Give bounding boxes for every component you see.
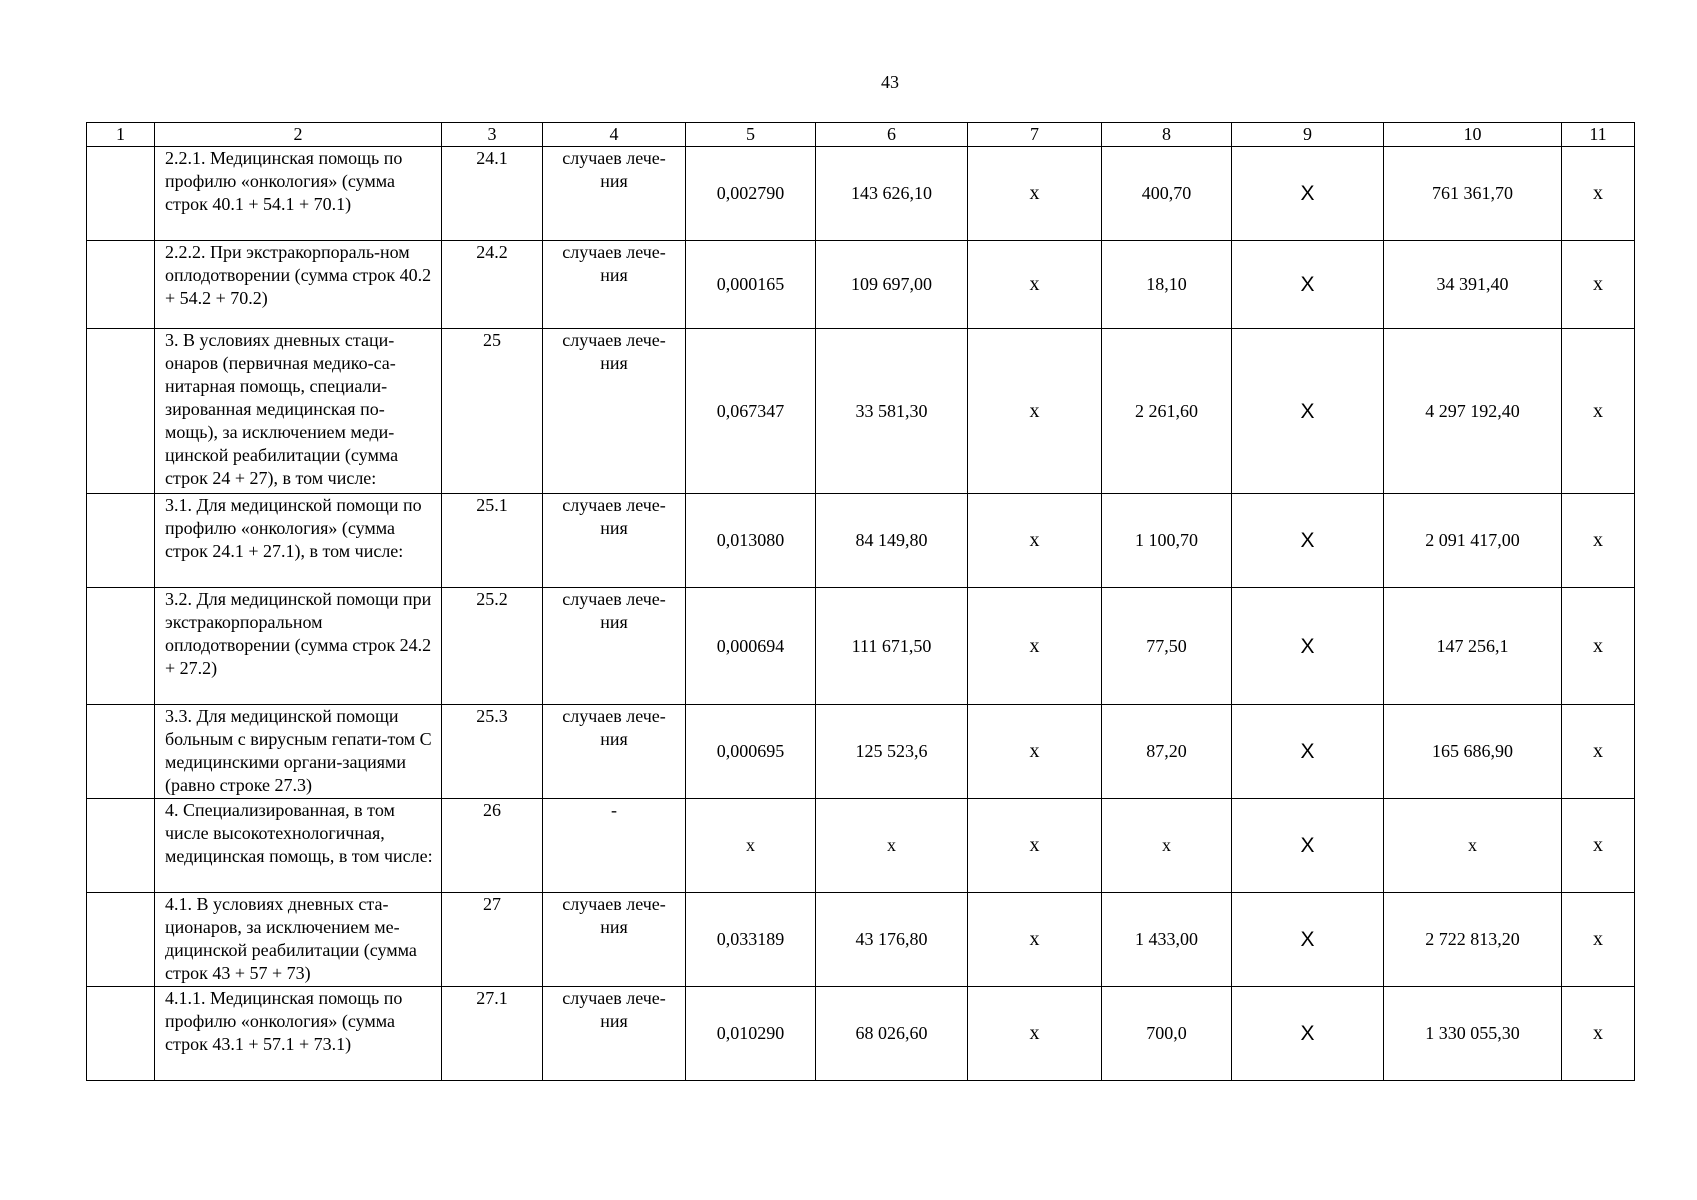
cell-c8: 700,0 xyxy=(1102,987,1232,1081)
cell-c8: х xyxy=(1102,799,1232,893)
cell-c11: х xyxy=(1562,705,1635,799)
cell-c1 xyxy=(87,987,155,1081)
cell-c6: 84 149,80 xyxy=(816,494,968,588)
cell-c6: х xyxy=(816,799,968,893)
header-cell: 1 xyxy=(87,123,155,147)
cell-c8: 2 261,60 xyxy=(1102,329,1232,494)
cell-c5: 0,000695 xyxy=(686,705,816,799)
cell-c5: 0,000165 xyxy=(686,241,816,329)
cell-c6: 125 523,6 xyxy=(816,705,968,799)
cell-c10: 1 330 055,30 xyxy=(1384,987,1562,1081)
cell-c8: 400,70 xyxy=(1102,147,1232,241)
data-table xyxy=(86,122,1635,1081)
table-row xyxy=(87,588,1635,705)
header-cell: 4 xyxy=(543,123,686,147)
cell-c3: 26 xyxy=(442,799,543,893)
cell-c8: 1 433,00 xyxy=(1102,893,1232,987)
cell-c8: 87,20 xyxy=(1102,705,1232,799)
cell-c9: Х xyxy=(1232,241,1384,329)
header-cell: 6 xyxy=(816,123,968,147)
cell-c4: случаев лече-ния xyxy=(543,241,686,329)
cell-c2: 4. Специализированная, в том числе высокотехнологичная, медицинская помощь, в том числе: xyxy=(155,799,442,893)
cell-c10: х xyxy=(1384,799,1562,893)
cell-c11: х xyxy=(1562,329,1635,494)
cell-c2: 3. В условиях дневных стаци-онаров (первичная медико-са-нитарная помощь, специали-зированная медицинская по-мощь), за исключением меди-цинской реабилитации (сумма строк 24 + 27), в том числе: xyxy=(155,329,442,494)
cell-c3: 24.1 xyxy=(442,147,543,241)
cell-c6: 109 697,00 xyxy=(816,241,968,329)
cell-c4: - xyxy=(543,799,686,893)
cell-c7: х xyxy=(968,799,1102,893)
cell-c3: 25.2 xyxy=(442,588,543,705)
cell-c3: 25.3 xyxy=(442,705,543,799)
cell-c1 xyxy=(87,588,155,705)
cell-c2: 2.2.2. При экстракорпораль-ном оплодотворении (сумма строк 40.2 + 54.2 + 70.2) xyxy=(155,241,442,329)
header-cell: 8 xyxy=(1102,123,1232,147)
cell-c5: 0,002790 xyxy=(686,147,816,241)
cell-c11: х xyxy=(1562,893,1635,987)
cell-c3: 25 xyxy=(442,329,543,494)
cell-c1 xyxy=(87,241,155,329)
cell-c10: 147 256,1 xyxy=(1384,588,1562,705)
cell-c8: 77,50 xyxy=(1102,588,1232,705)
cell-c10: 761 361,70 xyxy=(1384,147,1562,241)
table-row xyxy=(87,893,1635,987)
cell-c1 xyxy=(87,705,155,799)
cell-c4: случаев лече-ния xyxy=(543,588,686,705)
cell-c2: 2.2.1. Медицинская помощь по профилю «онкология» (сумма строк 40.1 + 54.1 + 70.1) xyxy=(155,147,442,241)
cell-c4: случаев лече-ния xyxy=(543,494,686,588)
cell-c4: случаев лече-ния xyxy=(543,705,686,799)
header-cell: 11 xyxy=(1562,123,1635,147)
cell-c10: 2 091 417,00 xyxy=(1384,494,1562,588)
cell-c2: 3.2. Для медицинской помощи при экстракорпоральном оплодотворении (сумма строк 24.2 + 27.2) xyxy=(155,588,442,705)
cell-c5: 0,013080 xyxy=(686,494,816,588)
cell-c6: 68 026,60 xyxy=(816,987,968,1081)
cell-c4: случаев лече-ния xyxy=(543,893,686,987)
cell-c3: 27 xyxy=(442,893,543,987)
cell-c11: х xyxy=(1562,987,1635,1081)
table-row xyxy=(87,799,1635,893)
cell-c9: Х xyxy=(1232,987,1384,1081)
cell-c7: х xyxy=(968,329,1102,494)
cell-c10: 34 391,40 xyxy=(1384,241,1562,329)
cell-c1 xyxy=(87,147,155,241)
cell-c11: х xyxy=(1562,799,1635,893)
cell-c2: 4.1. В условиях дневных ста-ционаров, за исключением ме-дицинской реабилитации (сумма строк 43 + 57 + 73) xyxy=(155,893,442,987)
table-row xyxy=(87,987,1635,1081)
cell-c2: 3.1. Для медицинской помощи по профилю «онкология» (сумма строк 24.1 + 27.1), в том числе: xyxy=(155,494,442,588)
header-cell: 10 xyxy=(1384,123,1562,147)
table-row xyxy=(87,705,1635,799)
cell-c7: х xyxy=(968,893,1102,987)
cell-c9: Х xyxy=(1232,147,1384,241)
page-number: 43 xyxy=(881,72,899,92)
header-row xyxy=(87,123,1635,147)
cell-c11: х xyxy=(1562,241,1635,329)
cell-c2: 3.3. Для медицинской помощи больным с вирусным гепати-том С медицинскими органи-зациями (равно строке 27.3) xyxy=(155,705,442,799)
cell-c6: 43 176,80 xyxy=(816,893,968,987)
cell-c6: 143 626,10 xyxy=(816,147,968,241)
cell-c6: 111 671,50 xyxy=(816,588,968,705)
cell-c5: 0,000694 xyxy=(686,588,816,705)
cell-c4: случаев лече-ния xyxy=(543,329,686,494)
cell-c1 xyxy=(87,893,155,987)
cell-c1 xyxy=(87,494,155,588)
cell-c11: х xyxy=(1562,588,1635,705)
table-row xyxy=(87,147,1635,241)
cell-c7: х xyxy=(968,147,1102,241)
cell-c9: Х xyxy=(1232,893,1384,987)
cell-c7: х xyxy=(968,588,1102,705)
cell-c11: х xyxy=(1562,147,1635,241)
cell-c7: х xyxy=(968,494,1102,588)
table-row xyxy=(87,241,1635,329)
header-cell: 7 xyxy=(968,123,1102,147)
cell-c8: 18,10 xyxy=(1102,241,1232,329)
cell-c1 xyxy=(87,329,155,494)
cell-c6: 33 581,30 xyxy=(816,329,968,494)
cell-c5: 0,033189 xyxy=(686,893,816,987)
cell-c9: Х xyxy=(1232,705,1384,799)
cell-c2: 4.1.1. Медицинская помощь по профилю «онкология» (сумма строк 43.1 + 57.1 + 73.1) xyxy=(155,987,442,1081)
header-cell: 9 xyxy=(1232,123,1384,147)
cell-c11: х xyxy=(1562,494,1635,588)
cell-c3: 27.1 xyxy=(442,987,543,1081)
cell-c3: 25.1 xyxy=(442,494,543,588)
cell-c9: Х xyxy=(1232,329,1384,494)
cell-c7: х xyxy=(968,987,1102,1081)
cell-c7: х xyxy=(968,241,1102,329)
cell-c5: 0,010290 xyxy=(686,987,816,1081)
cell-c3: 24.2 xyxy=(442,241,543,329)
cell-c9: Х xyxy=(1232,799,1384,893)
cell-c5: х xyxy=(686,799,816,893)
header-cell: 2 xyxy=(155,123,442,147)
header-cell: 3 xyxy=(442,123,543,147)
cell-c9: Х xyxy=(1232,494,1384,588)
cell-c7: х xyxy=(968,705,1102,799)
table-row xyxy=(87,494,1635,588)
cell-c10: 2 722 813,20 xyxy=(1384,893,1562,987)
cell-c4: случаев лече-ния xyxy=(543,147,686,241)
header-cell: 5 xyxy=(686,123,816,147)
cell-c5: 0,067347 xyxy=(686,329,816,494)
cell-c8: 1 100,70 xyxy=(1102,494,1232,588)
cell-c9: Х xyxy=(1232,588,1384,705)
cell-c10: 4 297 192,40 xyxy=(1384,329,1562,494)
cell-c1 xyxy=(87,799,155,893)
cell-c10: 165 686,90 xyxy=(1384,705,1562,799)
table-row xyxy=(87,329,1635,494)
cell-c4: случаев лече-ния xyxy=(543,987,686,1081)
